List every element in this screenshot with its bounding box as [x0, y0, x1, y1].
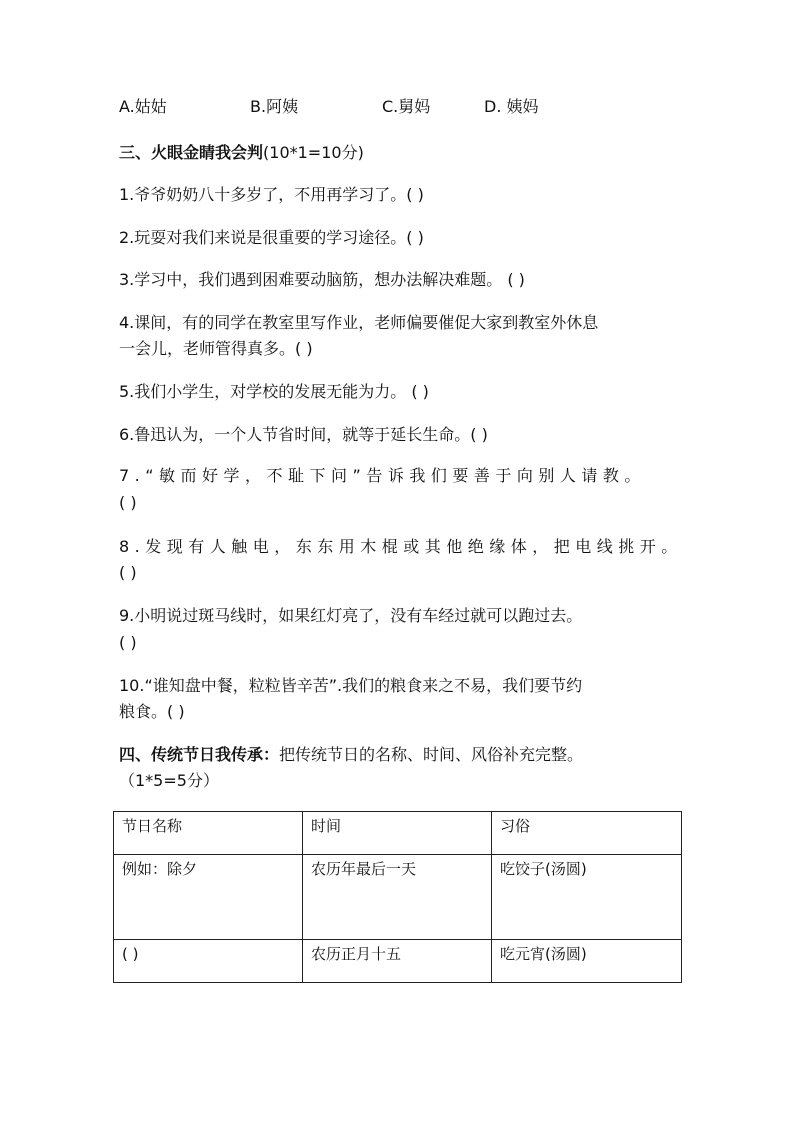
header-festival-name: 节日名称: [114, 812, 303, 855]
section3-heading: [119, 142, 364, 164]
option-c: C.舅妈: [382, 97, 431, 116]
question-1: 1.爷爷奶奶八十多岁了，不用再学习了。( ): [119, 185, 424, 204]
cell-custom: 吃饺子(汤圆): [492, 855, 682, 940]
question-2: 2.玩耍对我们来说是很重要的学习途径。( ): [119, 228, 424, 247]
question-7-line1: 7.“敏而好学，不耻下问”告诉我们要善于向别人请教。: [119, 466, 646, 485]
question-8-line1: 8.发现有人触电，东东用木棍或其他绝缘体，把电线挑开。: [119, 537, 683, 556]
question-9-line1: 9.小明说过斑马线时，如果红灯亮了，没有车经过就可以跑过去。: [119, 606, 583, 625]
table-row: [114, 940, 682, 983]
section4-score: （1*5=5分）: [119, 771, 219, 790]
question-6: 6.鲁迅认为，一个人节省时间，就等于延长生命。( ): [119, 425, 488, 444]
section3-title: 三、火眼金睛我会判: [119, 143, 264, 162]
question-5: 5.我们小学生，对学校的发展无能为力。 ( ): [119, 382, 429, 401]
option-a: A.姑姑: [119, 97, 167, 116]
cell-festival-name-blank[interactable]: ( ): [114, 940, 303, 983]
section4-title: 四、传统节日我传承：: [119, 745, 280, 764]
question-4-line2: 一会儿，老师管得真多。( ): [119, 339, 313, 358]
section4-heading: [119, 744, 583, 766]
cell-time: 农历年最后一天: [303, 855, 492, 940]
header-time: 时间: [303, 812, 492, 855]
table-header-row: [114, 812, 682, 855]
question-8-line2: ( ): [119, 563, 137, 582]
cell-custom: 吃元宵(汤圆): [492, 940, 682, 983]
question-4-line1: 4.课间，有的同学在教室里写作业，老师偏要催促大家到教室外休息: [119, 313, 599, 332]
option-b: B.阿姨: [250, 97, 299, 116]
cell-festival-name: 例如：除夕: [114, 855, 303, 940]
option-d: D. 姨妈: [484, 97, 539, 116]
header-custom: 习俗: [492, 812, 682, 855]
question-10-line2: 粮食。( ): [119, 702, 185, 721]
question-9-line2: ( ): [119, 633, 137, 652]
section3-score: (10*1=10分): [263, 143, 364, 162]
cell-time: 农历正月十五: [303, 940, 492, 983]
question-7-line2: ( ): [119, 493, 137, 512]
question-3: 3.学习中，我们遇到困难要动脑筋，想办法解决难题。 ( ): [119, 270, 525, 289]
section4-desc: 把传统节日的名称、时间、风俗补充完整。: [279, 745, 584, 764]
question-10-line1: 10.“谁知盘中餐，粒粒皆辛苦”.我们的粮食来之不易，我们要节约: [119, 676, 583, 695]
festival-table: [113, 811, 682, 983]
table-row: [114, 855, 682, 940]
